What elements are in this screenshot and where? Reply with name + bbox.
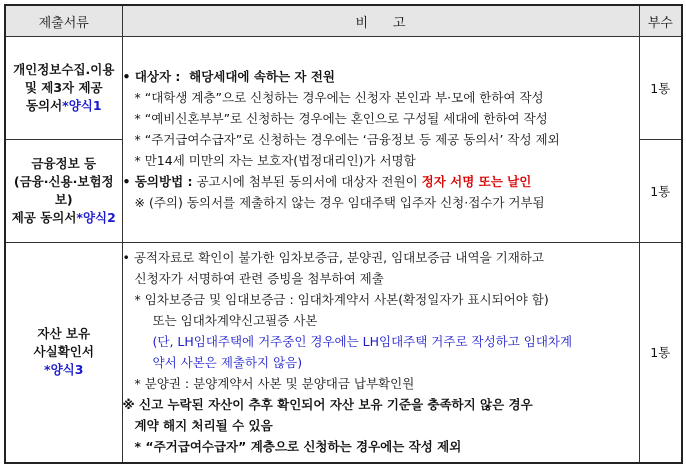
- header-doc: 제출서류: [5, 5, 122, 37]
- copies-cell: 1통: [639, 243, 682, 463]
- header-row: [5, 5, 682, 37]
- form-ref: *양식1: [62, 98, 102, 113]
- doc-name: [5, 140, 122, 243]
- remark-line: 또는 임대차계약신고필증 사본: [152, 313, 318, 329]
- doc-name-line: 개인정보수집.이용: [13, 62, 115, 77]
- documents-table: [4, 4, 683, 464]
- remark-line: * 임차보증금 및 임대보증금 : 임대차계약서 사본(확정일자가 표시되어야 함): [134, 292, 549, 308]
- table-row: [5, 37, 682, 140]
- remark-line: • 동의방법 : 공고시에 첨부된 동의서에 대상자 전원이 정자 서명 또는 날인: [122, 174, 532, 189]
- remark-line: * 분양권 : 분양계약서 사본 및 분양대금 납부확인원: [134, 376, 415, 392]
- consent-remark-cell: [122, 37, 639, 243]
- doc-name: [5, 243, 122, 463]
- remark-line: * 만14세 미만의 자는 보호자(법정대리인)가 서명함: [134, 153, 416, 168]
- remark-line: 계약 해지 처리될 수 있음: [134, 418, 273, 434]
- doc-name-line: 동의서*양식1: [25, 98, 102, 113]
- remark-line: * “대학생 계층”으로 신청하는 경우에는 신청자 본인과 부·모에 한하여 작성: [134, 90, 544, 105]
- doc-name-line: 자산 보유: [37, 326, 91, 342]
- table-row: [5, 243, 682, 463]
- copies-cell: 1통: [639, 140, 682, 243]
- copies-cell: 1통: [639, 37, 682, 140]
- doc-name-line: 사실확인서: [33, 344, 94, 360]
- remark-line: ※ (주의) 동의서를 제출하지 않는 경우 임대주택 입주자 신청·접수가 거부됨: [134, 195, 545, 210]
- remark-line: * “주거급여수급자” 계층으로 신청하는 경우에는 작성 제외: [134, 439, 462, 455]
- header-remark: 비 고: [122, 5, 639, 37]
- signature-emphasis: 정자 서명 또는 날인: [421, 174, 532, 189]
- doc-name-line: 및 제3자 제공: [24, 80, 103, 95]
- doc-name-line: (금융·신용·보험정보): [13, 174, 114, 207]
- form-ref: *양식2: [76, 210, 116, 225]
- form-ref: *양식3: [44, 362, 84, 378]
- asset-remark-cell: [122, 243, 639, 463]
- remark-line: ※ 신고 누락된 자산이 추후 확인되어 자산 보유 기준을 충족하지 않은 경우: [122, 397, 533, 413]
- remark-line: 신청자가 서명하여 관련 증빙을 첨부하여 제출: [134, 271, 384, 287]
- remark-line: • 대상자 : 해당세대에 속하는 자 전원: [122, 69, 336, 84]
- doc-name: [5, 37, 122, 140]
- header-copies: 부수: [639, 5, 682, 37]
- remark-line: * “예비신혼부부”로 신청하는 경우에는 혼인으로 구성될 세대에 한하여 작성: [134, 111, 548, 126]
- remark-line: 약서 사본은 제출하지 않음): [152, 355, 303, 371]
- doc-name-line: 제공 동의서*양식2: [11, 210, 116, 225]
- remark-line: (단, LH임대주택에 거주중인 경우에는 LH임대주택 거주로 작성하고 임대차계: [152, 334, 573, 350]
- doc-name-line: 금융정보 등: [31, 156, 97, 171]
- remark-line: * “주거급여수급자”로 신청하는 경우에는 ‘금융정보 등 제공 동의서’ 작성 제외: [134, 132, 560, 147]
- remark-line: • 공적자료로 확인이 불가한 임차보증금, 분양권, 임대보증금 내역을 기재하고: [122, 250, 544, 266]
